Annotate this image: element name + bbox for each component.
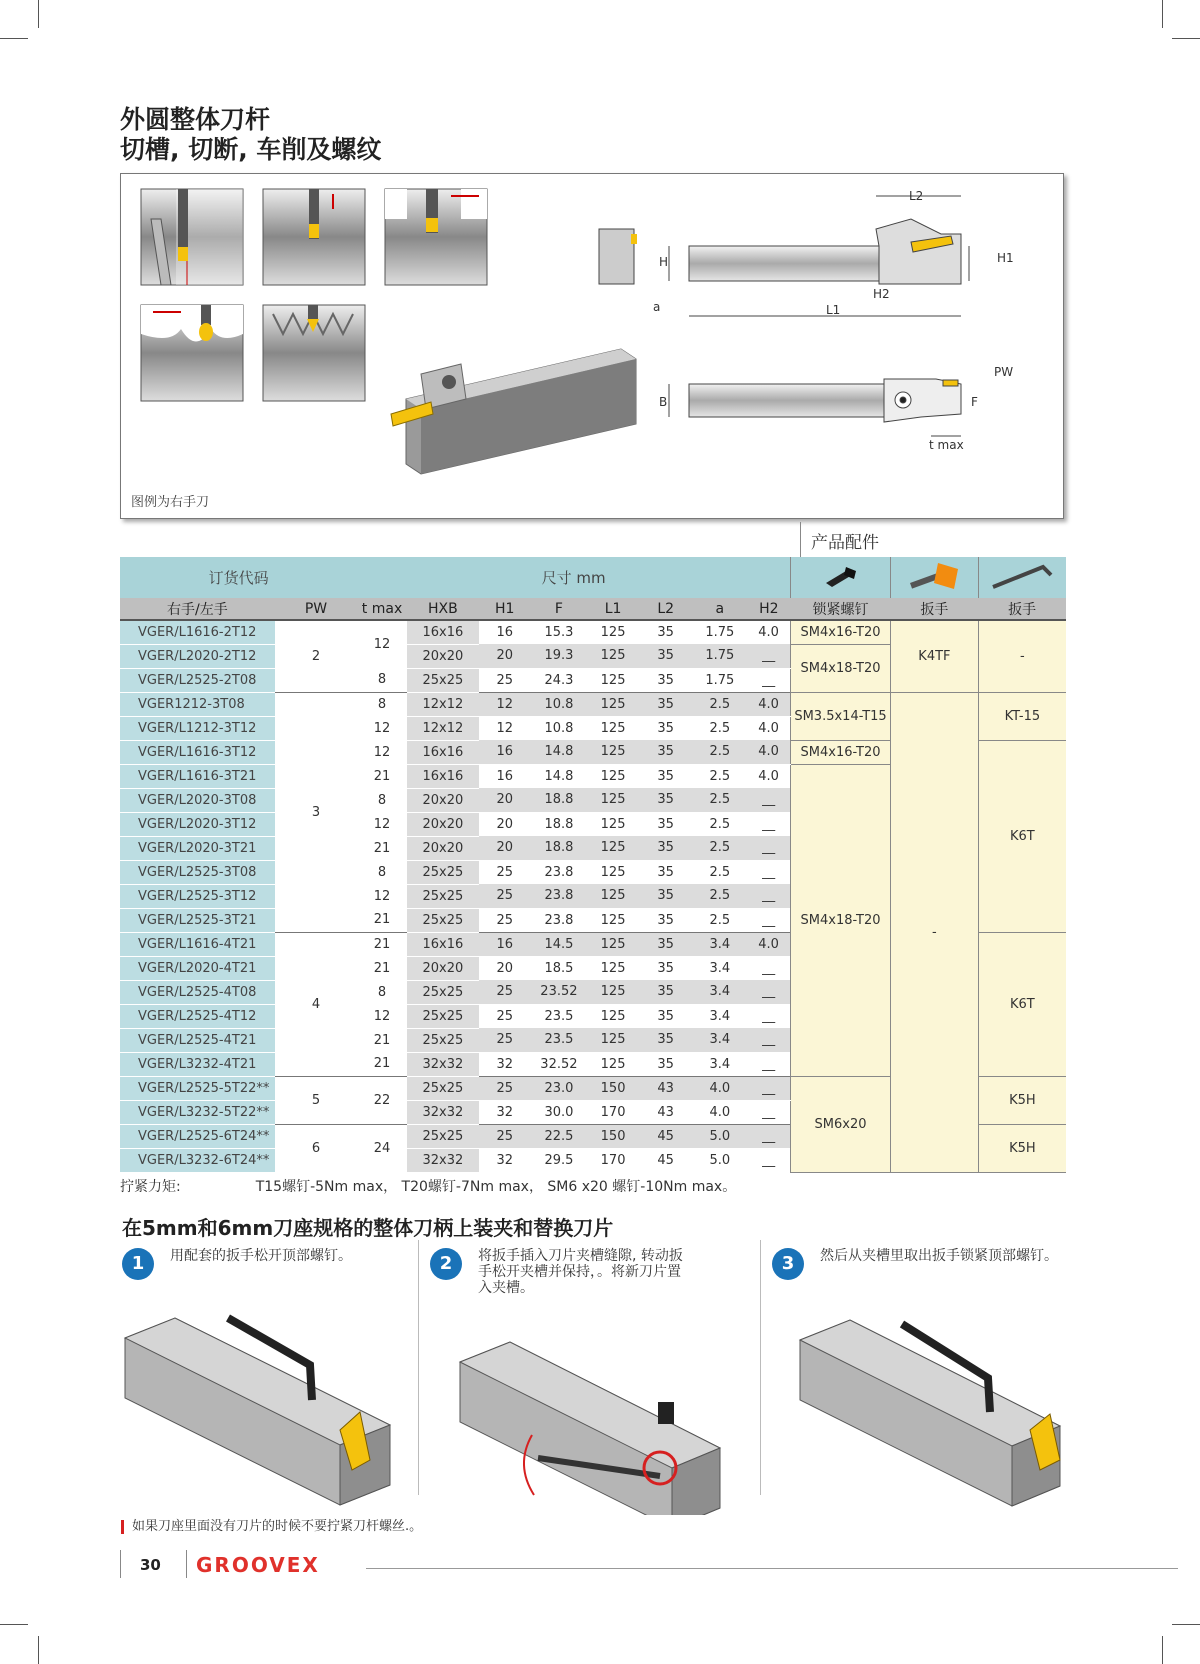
order-code: VGER/L3232-5T22** — [120, 1100, 275, 1124]
f-cell: 32.52 — [531, 1052, 588, 1076]
l1-cell: 125 — [587, 644, 639, 668]
order-code: VGER/L1616-3T12 — [120, 740, 275, 764]
l1-cell: 125 — [587, 956, 639, 980]
col-l2: L2 — [639, 598, 693, 620]
tmax-cell: 8 — [357, 668, 407, 692]
l1-cell: 125 — [587, 716, 639, 740]
tool-drawing-top — [669, 379, 961, 436]
l2-cell: 35 — [639, 956, 693, 980]
tmax-cell: 24 — [357, 1124, 407, 1172]
l1-cell: 125 — [587, 740, 639, 764]
a-cell: 4.0 — [693, 1076, 748, 1100]
h1-cell: 32 — [479, 1052, 531, 1076]
h1-cell: 20 — [479, 956, 531, 980]
table-row — [120, 620, 1066, 644]
h1-cell: 25 — [479, 1076, 531, 1100]
l1-cell: 125 — [587, 764, 639, 788]
hxb-cell: 25x25 — [407, 668, 479, 692]
f-cell: 19.3 — [531, 644, 588, 668]
h2-cell: __ — [747, 884, 790, 908]
hxb-cell: 16x16 — [407, 764, 479, 788]
l2-cell: 35 — [639, 668, 693, 692]
f-cell: 23.52 — [531, 980, 588, 1004]
crop-mark — [38, 1636, 39, 1664]
order-code: VGER/L2525-2T08 — [120, 668, 275, 692]
a-cell: 2.5 — [693, 692, 748, 716]
l1-cell: 150 — [587, 1076, 639, 1100]
step-illustrations — [120, 1300, 1200, 1515]
f-cell: 10.8 — [531, 692, 588, 716]
step-number: 3 — [772, 1248, 804, 1280]
l1-cell: 125 — [587, 1052, 639, 1076]
tmax-cell: 12 — [357, 812, 407, 836]
h1-cell: 20 — [479, 812, 531, 836]
h1-cell: 16 — [479, 740, 531, 764]
col-pw: PW — [275, 598, 358, 620]
l1-cell: 125 — [587, 860, 639, 884]
dim-label-tmax: t max — [929, 438, 964, 452]
op-turning-icon — [385, 189, 487, 285]
col-h2: H2 — [747, 598, 790, 620]
l1-cell: 125 — [587, 980, 639, 1004]
col-h1: H1 — [479, 598, 531, 620]
op-parting-icon — [141, 189, 243, 285]
l2-cell: 35 — [639, 836, 693, 860]
a-cell: 2.5 — [693, 812, 748, 836]
a-cell: 2.5 — [693, 884, 748, 908]
footer-bar — [186, 1550, 187, 1578]
tmax-cell: 12 — [357, 1004, 407, 1028]
a-cell: 2.5 — [693, 836, 748, 860]
step-text: 然后从夹槽里取出扳手锁紧顶部螺钉。 — [820, 1248, 1058, 1264]
crop-mark — [0, 1624, 28, 1625]
step-text: 将扳手插入刀片夹槽缝隙, 转动扳手松开夹槽并保持，。将新刀片置入夹槽。 — [478, 1248, 683, 1296]
a-cell: 3.4 — [693, 1052, 748, 1076]
tmax-cell: 21 — [357, 836, 407, 860]
f-cell: 23.5 — [531, 1004, 588, 1028]
h1-cell: 12 — [479, 716, 531, 740]
f-cell: 23.5 — [531, 1028, 588, 1052]
wrench-1-cell: - — [891, 692, 979, 1172]
a-cell: 2.5 — [693, 908, 748, 932]
f-cell: 23.8 — [531, 908, 588, 932]
l1-cell: 125 — [587, 884, 639, 908]
dim-label-a: a — [653, 300, 661, 314]
l2-cell: 45 — [639, 1124, 693, 1148]
tool-drawing-side — [599, 196, 969, 316]
h2-cell: __ — [747, 812, 790, 836]
dim-label-h: H — [659, 255, 669, 269]
hxb-cell: 25x25 — [407, 1004, 479, 1028]
f-cell: 18.5 — [531, 956, 588, 980]
hxb-cell: 20x20 — [407, 956, 479, 980]
hxb-cell: 20x20 — [407, 644, 479, 668]
step-number: 2 — [430, 1248, 462, 1280]
h1-cell: 25 — [479, 980, 531, 1004]
product-table — [120, 557, 1066, 1173]
hxb-cell: 20x20 — [407, 836, 479, 860]
order-code: VGER/L2020-3T08 — [120, 788, 275, 812]
page-title — [120, 105, 381, 165]
l1-cell: 150 — [587, 1124, 639, 1148]
step-2-illustration — [460, 1342, 720, 1515]
dim-label-f: F — [971, 395, 978, 409]
table-row — [120, 692, 1066, 716]
l1-cell: 125 — [587, 932, 639, 956]
l2-cell: 35 — [639, 932, 693, 956]
hxb-cell: 25x25 — [407, 884, 479, 908]
l2-cell: 35 — [639, 1004, 693, 1028]
l2-cell: 35 — [639, 884, 693, 908]
h1-cell: 25 — [479, 1028, 531, 1052]
l1-cell: 125 — [587, 1028, 639, 1052]
dim-label-pw: PW — [994, 365, 1014, 379]
h2-cell: __ — [747, 1148, 790, 1172]
l1-cell: 170 — [587, 1100, 639, 1124]
order-code: VGER/L2525-4T08 — [120, 980, 275, 1004]
dim-label-l1: L1 — [826, 303, 841, 317]
step-number: 1 — [122, 1248, 154, 1280]
f-cell: 23.8 — [531, 860, 588, 884]
h1-cell: 25 — [479, 860, 531, 884]
f-cell: 18.8 — [531, 788, 588, 812]
tmax-cell: 12 — [357, 884, 407, 908]
tool-illustrations — [121, 174, 1065, 520]
col-f: F — [531, 598, 588, 620]
holder-3d-icon — [391, 349, 636, 474]
hxb-cell: 25x25 — [407, 1124, 479, 1148]
f-cell: 24.3 — [531, 668, 588, 692]
h1-cell: 32 — [479, 1148, 531, 1172]
f-cell: 23.8 — [531, 884, 588, 908]
l1-cell: 125 — [587, 908, 639, 932]
l2-cell: 35 — [639, 860, 693, 884]
hxb-cell: 32x32 — [407, 1100, 479, 1124]
screw-cell: SM4x18-T20 — [791, 764, 891, 1076]
order-code: VGER/L1212-3T12 — [120, 716, 275, 740]
h1-cell: 25 — [479, 908, 531, 932]
h1-cell: 16 — [479, 764, 531, 788]
a-cell: 1.75 — [693, 668, 748, 692]
l2-cell: 35 — [639, 812, 693, 836]
order-code: VGER/L2525-6T24** — [120, 1124, 275, 1148]
step-1-illustration — [125, 1318, 390, 1505]
h2-cell: __ — [747, 1100, 790, 1124]
tmax-cell: 21 — [357, 932, 407, 956]
h2-cell: __ — [747, 788, 790, 812]
op-threading-icon — [263, 305, 365, 401]
h2-cell: __ — [747, 1052, 790, 1076]
h2-cell: __ — [747, 980, 790, 1004]
h2-cell: __ — [747, 908, 790, 932]
l2-cell: 35 — [639, 644, 693, 668]
crop-mark — [1162, 0, 1163, 28]
footer-bar — [120, 1550, 121, 1578]
l1-cell: 125 — [587, 1004, 639, 1028]
col-tmax: t max — [357, 598, 407, 620]
h1-cell: 25 — [479, 884, 531, 908]
col-l1: L1 — [587, 598, 639, 620]
h2-cell: 4.0 — [747, 620, 790, 644]
h2-cell: 4.0 — [747, 716, 790, 740]
a-cell: 1.75 — [693, 620, 748, 644]
tool-figure — [120, 173, 1064, 519]
tmax-cell: 12 — [357, 716, 407, 740]
pw-cell: 2 — [275, 620, 358, 692]
h2-cell: __ — [747, 1124, 790, 1148]
wrench-2-cell: K5H — [978, 1124, 1066, 1172]
col-hxb: HXB — [407, 598, 479, 620]
h1-cell: 20 — [479, 644, 531, 668]
tmax-cell: 8 — [357, 980, 407, 1004]
l1-cell: 170 — [587, 1148, 639, 1172]
h2-cell: 4.0 — [747, 932, 790, 956]
hxb-cell: 16x16 — [407, 740, 479, 764]
tmax-cell: 21 — [357, 1052, 407, 1076]
dim-label-l2: L2 — [909, 189, 924, 203]
h2-cell: __ — [747, 668, 790, 692]
l2-cell: 45 — [639, 1148, 693, 1172]
order-code: VGER/L2020-3T12 — [120, 812, 275, 836]
h1-cell: 16 — [479, 620, 531, 644]
a-cell: 2.5 — [693, 788, 748, 812]
wrench-2-cell: KT-15 — [978, 692, 1066, 740]
title-line-1: 外圆整体刀杆 — [120, 105, 271, 134]
l2-cell: 35 — [639, 716, 693, 740]
tmax-cell: 21 — [357, 1028, 407, 1052]
a-cell: 2.5 — [693, 740, 748, 764]
screw-cell: SM4x16-T20 — [791, 620, 891, 644]
l2-cell: 43 — [639, 1076, 693, 1100]
hxb-cell: 12x12 — [407, 716, 479, 740]
screw-cell: SM6x20 — [791, 1076, 891, 1172]
a-cell: 4.0 — [693, 1100, 748, 1124]
a-cell: 3.4 — [693, 980, 748, 1004]
order-code: VGER/L3232-6T24** — [120, 1148, 275, 1172]
h2-cell: 4.0 — [747, 764, 790, 788]
hxb-cell: 32x32 — [407, 1148, 479, 1172]
f-cell: 18.8 — [531, 812, 588, 836]
op-profiling-icon — [141, 305, 243, 401]
l2-cell: 43 — [639, 1100, 693, 1124]
h1-cell: 12 — [479, 692, 531, 716]
l1-cell: 125 — [587, 788, 639, 812]
col-code: 右手/左手 — [120, 598, 275, 620]
f-cell: 23.0 — [531, 1076, 588, 1100]
l2-cell: 35 — [639, 692, 693, 716]
crop-mark — [1172, 1624, 1200, 1625]
h2-cell: __ — [747, 836, 790, 860]
torque-text: T15螺钉-5Nm max， T20螺钉-7Nm max， SM6 x20 螺钉-10Nm max。 — [255, 1179, 737, 1195]
hxb-cell: 16x16 — [407, 932, 479, 956]
page-number: 30 — [140, 1556, 161, 1574]
tmax-cell: 8 — [357, 860, 407, 884]
crop-mark — [1172, 38, 1200, 39]
wrench-2-cell: K5H — [978, 1076, 1066, 1124]
order-code: VGER/L2020-3T21 — [120, 836, 275, 860]
l1-cell: 125 — [587, 692, 639, 716]
hxb-cell: 25x25 — [407, 1076, 479, 1100]
wrench-2-cell: - — [978, 620, 1066, 692]
h1-cell: 20 — [479, 836, 531, 860]
accessories-label: 产品配件 — [800, 522, 1066, 557]
hxb-cell: 20x20 — [407, 788, 479, 812]
a-cell: 1.75 — [693, 644, 748, 668]
dim-label-h2: H2 — [873, 287, 890, 301]
h1-cell: 25 — [479, 1004, 531, 1028]
order-code: VGER/L2525-4T21 — [120, 1028, 275, 1052]
h2-cell: __ — [747, 1028, 790, 1052]
h2-cell: __ — [747, 1004, 790, 1028]
torque-note — [120, 1176, 736, 1196]
order-code: VGER/L2525-4T12 — [120, 1004, 275, 1028]
hxb-cell: 25x25 — [407, 908, 479, 932]
hxb-cell: 32x32 — [407, 1052, 479, 1076]
l2-cell: 35 — [639, 620, 693, 644]
tmax-cell: 21 — [357, 956, 407, 980]
crop-mark — [0, 38, 28, 39]
hxb-cell: 25x25 — [407, 1028, 479, 1052]
a-cell: 3.4 — [693, 1004, 748, 1028]
order-code: VGER/L3232-4T21 — [120, 1052, 275, 1076]
col-screw: 锁紧螺钉 — [791, 598, 891, 620]
wrench-k4tf-icon — [891, 557, 979, 598]
l1-cell: 125 — [587, 668, 639, 692]
l2-cell: 35 — [639, 908, 693, 932]
l2-cell: 35 — [639, 1052, 693, 1076]
l1-cell: 125 — [587, 812, 639, 836]
footer-rule — [366, 1568, 1178, 1569]
a-cell: 3.4 — [693, 932, 748, 956]
f-cell: 22.5 — [531, 1124, 588, 1148]
pw-cell: 6 — [275, 1124, 358, 1172]
h2-cell: 4.0 — [747, 740, 790, 764]
hxb-cell: 20x20 — [407, 812, 479, 836]
h2-cell: __ — [747, 1076, 790, 1100]
screw-icon — [791, 557, 891, 598]
order-code: VGER/L2020-2T12 — [120, 644, 275, 668]
hxb-cell: 12x12 — [407, 692, 479, 716]
l2-cell: 35 — [639, 740, 693, 764]
wrench-2-cell: K6T — [978, 932, 1066, 1076]
h1-cell: 25 — [479, 668, 531, 692]
wrench-2-cell: K6T — [978, 740, 1066, 932]
order-code: VGER/L2020-4T21 — [120, 956, 275, 980]
a-cell: 2.5 — [693, 764, 748, 788]
f-cell: 14.8 — [531, 740, 588, 764]
order-code: VGER1212-3T08 — [120, 692, 275, 716]
dim-label-b: B — [659, 395, 668, 409]
l2-cell: 35 — [639, 764, 693, 788]
l1-cell: 125 — [587, 836, 639, 860]
f-cell: 15.3 — [531, 620, 588, 644]
a-cell: 5.0 — [693, 1148, 748, 1172]
header-order-code: 订货代码 — [120, 557, 357, 598]
l2-cell: 35 — [639, 788, 693, 812]
section-title: 在5mm和6mm刀座规格的整体刀柄上装夹和替换刀片 — [122, 1216, 614, 1240]
h2-cell: __ — [747, 860, 790, 884]
op-grooving-icon — [263, 189, 365, 285]
order-code: VGER/L1616-2T12 — [120, 620, 275, 644]
brand-logo: GROOVEX — [196, 1553, 320, 1577]
col-a: a — [693, 598, 748, 620]
h2-cell: __ — [747, 956, 790, 980]
h1-cell: 20 — [479, 788, 531, 812]
dim-label-h1: H1 — [997, 251, 1014, 265]
tmax-cell: 21 — [357, 764, 407, 788]
f-cell: 18.8 — [531, 836, 588, 860]
order-code: VGER/L2525-3T21 — [120, 908, 275, 932]
hxb-cell: 25x25 — [407, 980, 479, 1004]
crop-mark — [38, 0, 39, 28]
h1-cell: 32 — [479, 1100, 531, 1124]
h2-cell: 4.0 — [747, 692, 790, 716]
f-cell: 10.8 — [531, 716, 588, 740]
l2-cell: 35 — [639, 980, 693, 1004]
a-cell: 3.4 — [693, 1028, 748, 1052]
tmax-cell: 22 — [357, 1076, 407, 1124]
pw-cell: 4 — [275, 932, 358, 1076]
title-line-2: 切槽, 切断, 车削及螺纹 — [120, 135, 382, 164]
step-3-illustration — [800, 1320, 1060, 1506]
hex-key-icon — [978, 557, 1066, 598]
screw-cell: SM4x16-T20 — [791, 740, 891, 764]
wrench-1-cell: K4TF — [891, 620, 979, 692]
tmax-cell: 12 — [357, 740, 407, 764]
h2-cell: __ — [747, 644, 790, 668]
tmax-cell: 21 — [357, 908, 407, 932]
a-cell: 2.5 — [693, 716, 748, 740]
tmax-cell: 8 — [357, 692, 407, 716]
figure-caption: 图例为右手刀 — [131, 495, 210, 510]
a-cell: 5.0 — [693, 1124, 748, 1148]
f-cell: 14.8 — [531, 764, 588, 788]
torque-label: 拧紧力矩: — [120, 1179, 181, 1195]
l2-cell: 35 — [639, 1028, 693, 1052]
order-code: VGER/L2525-5T22** — [120, 1076, 275, 1100]
f-cell: 29.5 — [531, 1148, 588, 1172]
table-body — [120, 620, 1066, 1172]
h1-cell: 25 — [479, 1124, 531, 1148]
h1-cell: 16 — [479, 932, 531, 956]
col-wrench-2: 扳手 — [978, 598, 1066, 620]
f-cell: 14.5 — [531, 932, 588, 956]
header-dimensions: 尺寸 mm — [357, 557, 790, 598]
order-code: VGER/L1616-3T21 — [120, 764, 275, 788]
f-cell: 30.0 — [531, 1100, 588, 1124]
a-cell: 3.4 — [693, 956, 748, 980]
order-code: VGER/L2525-3T12 — [120, 884, 275, 908]
a-cell: 2.5 — [693, 860, 748, 884]
crop-mark — [1162, 1636, 1163, 1664]
screw-cell: SM3.5x14-T15 — [791, 692, 891, 740]
pw-cell: 3 — [275, 692, 358, 932]
tmax-cell: 8 — [357, 788, 407, 812]
step-text: 用配套的扳手松开顶部螺钉。 — [170, 1248, 352, 1264]
pw-cell: 5 — [275, 1076, 358, 1124]
l1-cell: 125 — [587, 620, 639, 644]
order-code: VGER/L2525-3T08 — [120, 860, 275, 884]
warning-note: 如果刀座里面没有刀片的时候不要拧紧刀杆螺丝.。 — [121, 1520, 422, 1534]
tmax-cell: 12 — [357, 620, 407, 668]
hxb-cell: 25x25 — [407, 860, 479, 884]
screw-cell: SM4x18-T20 — [791, 644, 891, 692]
col-wrench-1: 扳手 — [891, 598, 979, 620]
hxb-cell: 16x16 — [407, 620, 479, 644]
order-code: VGER/L1616-4T21 — [120, 932, 275, 956]
